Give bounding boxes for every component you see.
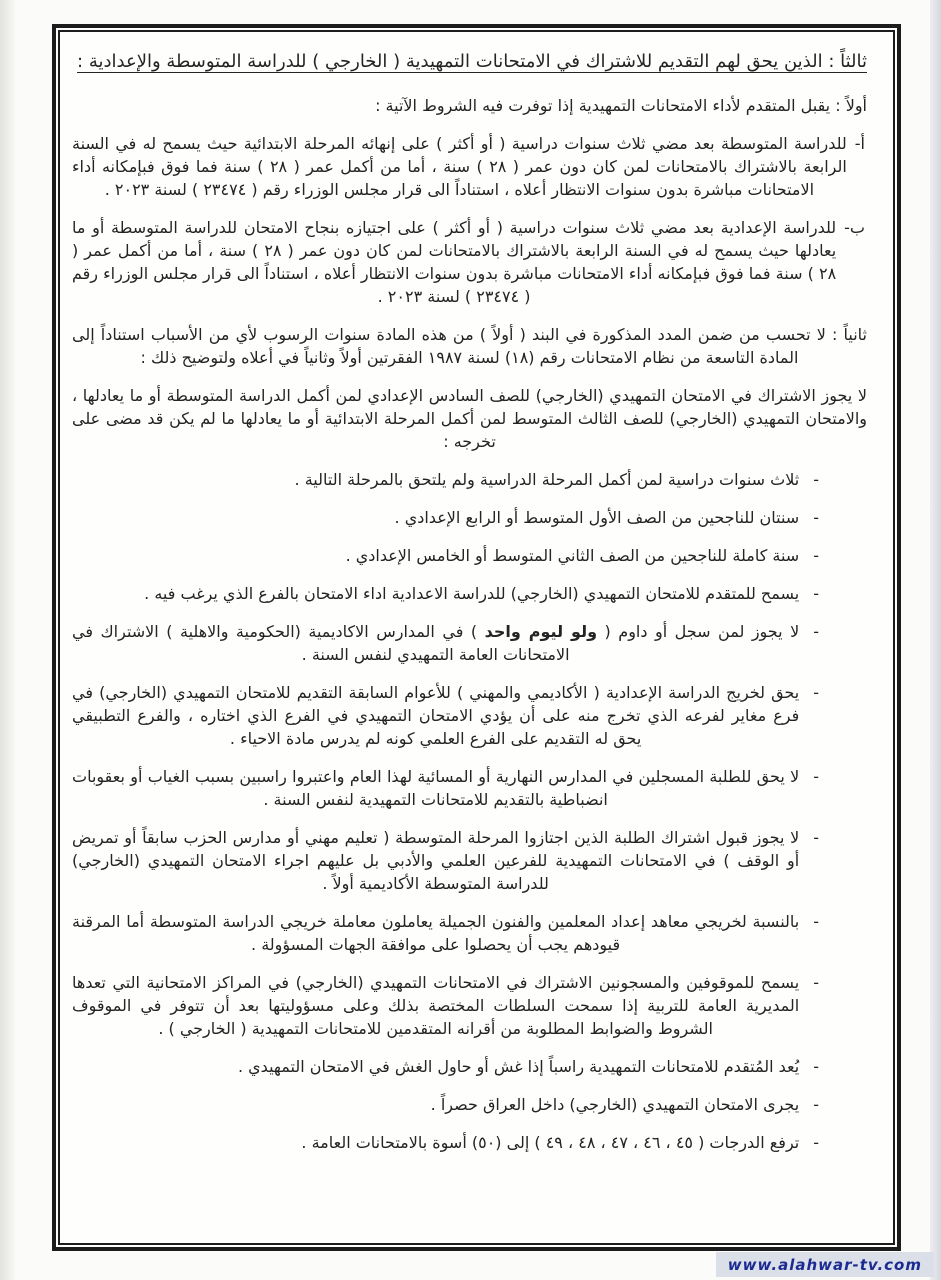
bullet-dash-icon: -: [813, 683, 819, 702]
bullet-text-bold: ولو ليوم واحد: [484, 622, 598, 641]
bullet-item: [72, 582, 819, 605]
bullet-text: يُعد المُتقدم للامتحانات التمهيدية راسباً إذا غش أو حاول الغش في الامتحان التمهيدي .: [237, 1057, 800, 1076]
scan-edge-right: [930, 0, 941, 1280]
item-b-label: ب-: [844, 218, 865, 237]
bullet-dash-icon: -: [813, 1095, 819, 1114]
bullet-text: يجرى الامتحان التمهيدي (الخارجي) داخل العراق حصراً .: [430, 1095, 800, 1114]
bullet-text: سنة كاملة للناجحين من الصف الثاني المتوسط أو الخامس الإعدادي .: [345, 546, 800, 565]
bullet-item: [72, 620, 819, 666]
bullet-text: يسمح للمتقدم للامتحان التمهيدي (الخارجي) للدراسة الاعدادية اداء الامتحان بالفرع الذي يرغب فيه .: [144, 584, 800, 603]
bullet-item: [72, 1131, 819, 1154]
bullet-item: [72, 544, 819, 567]
bullet-dash-icon: -: [813, 584, 819, 603]
bullet-dash-icon: -: [813, 912, 819, 931]
watermark: www.alahwar-tv.com: [716, 1252, 934, 1277]
bullet-dash-icon: -: [813, 828, 819, 847]
bullet-text: ثلاث سنوات دراسية لمن أكمل المرحلة الدراسية ولم يلتحق بالمرحلة التالية .: [294, 470, 800, 489]
bullet-text: بالنسبة لخريجي معاهد إعداد المعلمين والفنون الجميلة يعاملون معاملة خريجي الدراسة المتوسطة أما المرقنة قيودهم يجب أن يحصلوا على موافقة الجهات المسؤولة .: [72, 912, 800, 954]
bullet-dash-icon: -: [813, 1133, 819, 1152]
bullet-dash-icon: -: [813, 973, 819, 992]
bullet-item: [72, 765, 819, 811]
bullet-item: [72, 1093, 819, 1116]
scan-edge-left: [0, 0, 15, 1280]
document-border-frame: [52, 24, 901, 1251]
bullet-text-after: ) في المدارس الاكاديمية (الحكومية والاهلية ) الاشتراك في الامتحانات العامة التمهيدي لنفس السنة .: [72, 622, 570, 664]
item-a-label: أ-: [854, 134, 865, 153]
bullet-text: لا يحق للطلبة المسجلين في المدارس النهارية أو المسائية لهذا العام واعتبروا راسبين بسبب الغياب أو بعقوبات انضباطية بالتقديم للامتحانات التمهيدية لنفس السنة .: [72, 767, 800, 809]
clause-second: ثانياً : لا تحسب من ضمن المدد المذكورة في البند ( أولاً ) من هذه المادة سنوات الرسوب لأي من الأسباب استناداً إلى المادة التاسعة من نظام الامتحانات رقم (١٨) لسنة ١٩٨٧ الفقرتين أولاً وثانياً في أعلاه ولتوضيح ذلك :: [72, 325, 867, 367]
bullet-item: [72, 826, 819, 895]
bullet-dash-icon: -: [813, 767, 819, 786]
bullet-text: سنتان للناجحين من الصف الأول المتوسط أو الرابع الإعدادي .: [394, 508, 800, 527]
item-a: [72, 132, 865, 201]
section-title-text: ثالثاً : الذين يحق لهم التقديم للاشتراك في الامتحانات التمهيدية ( الخارجي ) للدراسة المتوسطة والإعدادية :: [77, 51, 867, 72]
bullet-text: ترفع الدرجات ( ٤٥ ، ٤٦ ، ٤٧ ، ٤٨ ، ٤٩ ) إلى (٥٠) أسوة بالامتحانات العامة .: [301, 1133, 800, 1152]
bullet-item: [72, 910, 819, 956]
item-a-text: للدراسة المتوسطة بعد مضي ثلاث سنوات دراسية ( أو أكثر ) على إنهائه المرحلة الابتدائية حيث يسمح له في السنة الرابعة بالاشتراك بالامتحانات لمن كان دون عمر ( ٢٨ ) سنة ، أما من أكمل عمر ( ٢٨ ) سنة فما فوق فبإمكانه أداء الامتحانات مباشرة بدون سنوات الانتظار أعلاه ، استناداً الى قرار مجلس الوزراء رقم ( ٢٣٤٧٤ ) لسنة ٢٠٢٣ .: [72, 134, 847, 199]
bullet-dash-icon: -: [813, 546, 819, 565]
bullet-dash-icon: -: [813, 508, 819, 527]
document-content: [58, 30, 895, 1245]
item-b: [72, 216, 865, 308]
bullet-text: لا يجوز قبول اشتراك الطلبة الذين اجتازوا المرحلة المتوسطة ( تعليم مهني أو مدارس الحزب سابقاً أو تمريض أو الوقف ) في الامتحانات التمهيدية للفرعين العلمي والأدبي بل عليهم اجراء الامتحان التمهيدي (الخارجي) للدراسة المتوسطة الأكاديمية أولاً .: [72, 828, 800, 893]
bullet-dash-icon: -: [813, 622, 819, 641]
bullet-item: [72, 1055, 819, 1078]
intro-paragraph: لا يجوز الاشتراك في الامتحان التمهيدي (الخارجي) للصف السادس الإعدادي لمن أكمل الدراسة المتوسطة أو ما يعادلها ، والامتحان التمهيدي (الخارجي) للصف الثالث المتوسط لمن أكمل المرحلة الابتدائية أو ما يعادلها ما لم يكن قد مضى على تخرجه :: [72, 386, 867, 451]
bullet-item: [72, 681, 819, 750]
bullet-text: [72, 620, 799, 666]
section-title: [72, 48, 867, 76]
item-b-text: للدراسة الإعدادية بعد مضي ثلاث سنوات دراسية ( أو أكثر ) على اجتيازه بنجاح الامتحان للدراسة المتوسطة أو ما يعادلها حيث يسمح له في السنة الرابعة بالاشتراك بالامتحانات لمن كان دون عمر ( ٢٨ ) سنة ، أما من أكمل عمر ( ٢٨ ) سنة فما فوق فبإمكانه أداء الامتحانات مباشرة بدون سنوات الانتظار أعلاه ، استناداً الى قرار مجلس الوزراء رقم ( ٢٣٤٧٤ ) لسنة ٢٠٢٣ .: [72, 218, 837, 306]
bullet-dash-icon: -: [813, 1057, 819, 1076]
bullet-text-before: لا يجوز لمن سجل أو داوم (: [597, 622, 800, 641]
bullet-item: [72, 468, 819, 491]
bullet-item: [72, 506, 819, 529]
bullet-text: يحق لخريج الدراسة الإعدادية ( الأكاديمي والمهني ) للأعوام السابقة التقديم للامتحان التمهيدي (الخارجي) في فرع مغاير لفرعه الذي تخرج منه على أن يؤدي الامتحان التمهيدي في الفرع الذي اختاره ، والفرع التطبيقي يحق له التقديم على الفرع العلمي كونه لم يدرس مادة الاحياء .: [72, 683, 800, 748]
bullet-item: [72, 971, 819, 1040]
clause-first: أولاً : يقبل المتقدم لأداء الامتحانات التمهيدية إذا توفرت فيه الشروط الآتية :: [375, 96, 867, 115]
bullet-text: يسمح للموقوفين والمسجونين الاشتراك في الامتحانات التمهيدي (الخارجي) في المراكز الامتحانية التي تعدها المديرية العامة للتربية إذا سمحت السلطات المختصة بذلك وعلى مسؤوليتها بعد أن تتوفر في الموقوف الشروط والضوابط المطلوبة من أقرانه المتقدمين للامتحانات التمهيدية ( الخارجي ) .: [72, 973, 800, 1038]
bullet-dash-icon: -: [813, 470, 819, 489]
